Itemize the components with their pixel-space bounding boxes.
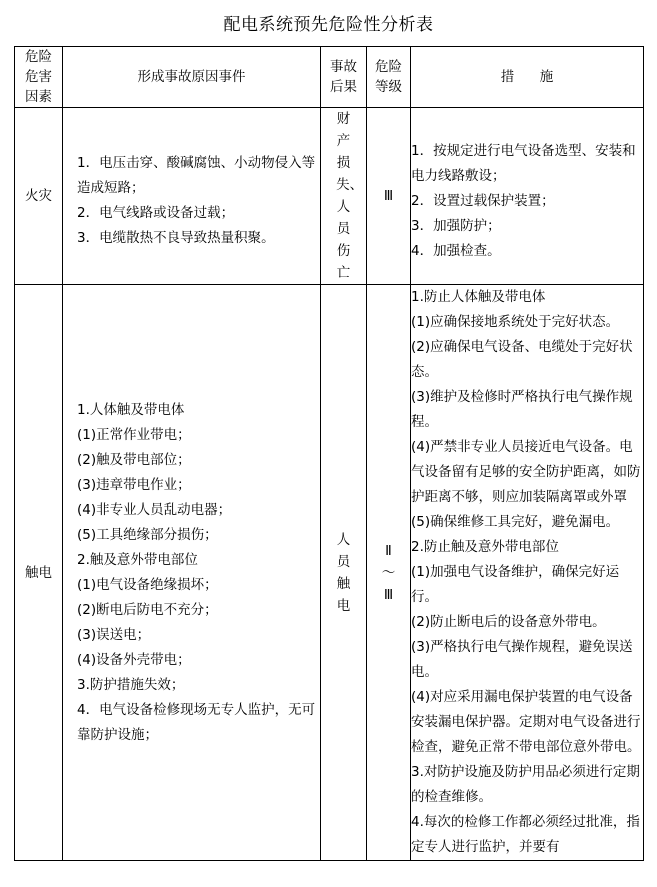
cell-causes: [63, 108, 321, 285]
measure-line: 3.对防护设施及防护用品必须进行定期的检查维修。: [411, 764, 640, 805]
cause-line: 4．电气设备检修现场无专人监护，无可靠防护设施；: [77, 701, 316, 743]
cell-risk-level: Ⅱ～Ⅲ: [367, 285, 411, 861]
measure-line: (4)对应采用漏电保护装置的电气设备安装漏电保护器。定期对电气设备进行检查，避免正常不带电部位意外带电。: [411, 689, 641, 755]
measure-line: (1)加强电气设备维护，确保完好运行。: [411, 564, 620, 605]
hazard-analysis-table: [14, 46, 644, 861]
cause-line: 3.防护措施失效；: [77, 676, 185, 693]
cause-line: 2．电气线路或设备过载；: [77, 205, 235, 221]
column-header-consequence: 事故 后果: [321, 47, 367, 108]
cause-line: (2)触及带电部位；: [77, 451, 191, 468]
measure-line: (2)防止断电后的设备意外带电。: [411, 614, 606, 630]
measure-line: 4.每次的检修工作都必须经过批准，指定专人进行监护，并要有: [411, 814, 640, 855]
measure-line: 1．按规定进行电气设备选型、安装和电力线路敷设；: [411, 142, 636, 184]
cell-consequence: 人员触电: [321, 285, 367, 861]
measure-line: 4．加强检查。: [411, 242, 501, 259]
cause-line: (1)电气设备绝缘损坏；: [77, 576, 218, 593]
measure-line: 2.防止触及意外带电部位: [411, 539, 559, 555]
measure-line: 1.防止人体触及带电体: [411, 289, 546, 305]
cause-line: 1．电压击穿、酸碱腐蚀、小动物侵入等造成短路；: [77, 155, 316, 196]
measure-line: 2．设置过载保护装置；: [411, 192, 555, 209]
page-title: 配电系统预先危险性分析表: [223, 15, 434, 35]
table-row: [15, 285, 644, 861]
table-header-row: [15, 47, 644, 108]
measure-line: (1)应确保接地系统处于完好状态。: [411, 314, 620, 330]
cell-causes: [63, 285, 321, 861]
cell-measures: [411, 108, 644, 285]
measure-line: (3)严格执行电气操作规程，避免误送电。: [411, 639, 633, 680]
cause-line: (4)非专业人员乱动电器；: [77, 501, 232, 518]
measure-line: (3)维护及检修时严格执行电气操作规程。: [411, 389, 633, 430]
cause-line: (3)违章带电作业；: [77, 476, 191, 493]
column-header-measures: 措 施: [411, 47, 644, 108]
cause-line: (4)设备外壳带电；: [77, 651, 191, 668]
measure-line: (2)应确保电气设备、电缆处于完好状态。: [411, 339, 633, 380]
cell-measures: [411, 285, 644, 861]
cell-hazard-factor: 触电: [15, 285, 63, 861]
column-header-causes: 形成事故原因事件: [63, 47, 321, 108]
measure-line: (4)严禁非专业人员接近电气设备。电气设备留有足够的安全防护距离，如防护距离不够，则应加装隔离罩或外罩: [411, 439, 641, 505]
cell-consequence: 财 产损失、人 员伤亡: [321, 108, 367, 285]
cause-line: 2.触及意外带电部位: [77, 551, 198, 568]
cell-hazard-factor: 火灾: [15, 108, 63, 285]
cause-line: 1.人体触及带电体: [77, 401, 185, 418]
measure-line: 3．加强防护；: [411, 217, 501, 234]
cause-line: (5)工具绝缘部分损伤；: [77, 526, 218, 543]
cause-line: (2)断电后防电不充分；: [77, 601, 218, 618]
cause-line: (1)正常作业带电；: [77, 426, 191, 443]
column-header-risk-level: 危险 等级: [367, 47, 411, 108]
cause-line: 3．电缆散热不良导致热量积聚。: [77, 230, 275, 246]
cause-line: (3)误送电；: [77, 626, 151, 643]
table-row: [15, 108, 644, 285]
measure-line: (5)确保维修工具完好，避免漏电。: [411, 514, 620, 530]
cell-risk-level: Ⅲ: [367, 108, 411, 285]
column-header-hazard-factor: 危险 危害 因素: [15, 47, 63, 108]
